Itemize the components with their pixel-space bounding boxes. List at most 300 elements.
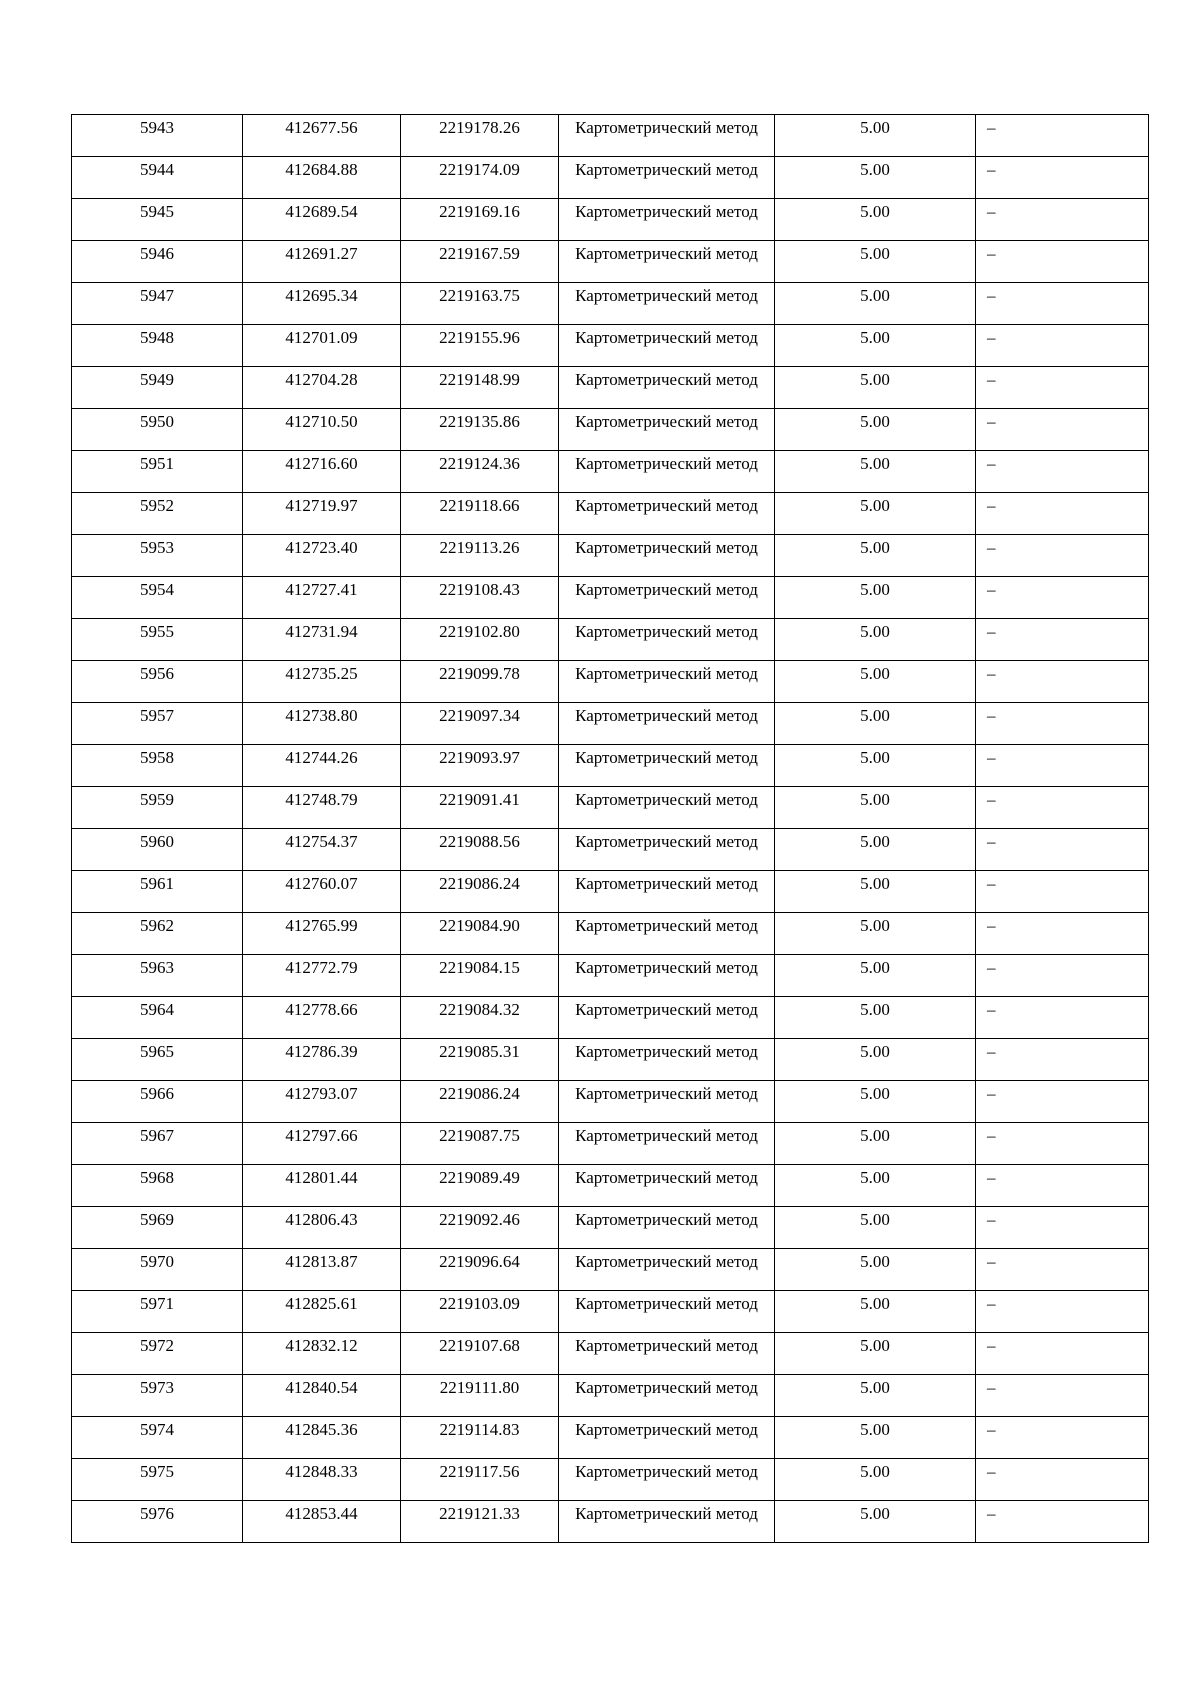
point-number-cell-text: 5967	[140, 1126, 174, 1145]
table-row	[72, 871, 1149, 913]
note-cell-text: –	[987, 286, 996, 305]
point-number-cell	[72, 871, 243, 913]
note-cell-text: –	[987, 958, 996, 977]
accuracy-cell-text: 5.00	[860, 580, 890, 599]
x-coordinate-cell-text: 412735.25	[285, 664, 358, 683]
y-coordinate-cell	[401, 1291, 559, 1333]
y-coordinate-cell	[401, 619, 559, 661]
y-coordinate-cell-text: 2219169.16	[439, 202, 520, 221]
y-coordinate-cell-text: 2219167.59	[439, 244, 520, 263]
note-cell-text: –	[987, 1042, 996, 1061]
accuracy-cell	[775, 871, 976, 913]
note-cell-text: –	[987, 1000, 996, 1019]
method-cell	[559, 787, 775, 829]
point-number-cell	[72, 283, 243, 325]
x-coordinate-cell-text: 412778.66	[285, 1000, 358, 1019]
accuracy-cell	[775, 745, 976, 787]
point-number-cell-text: 5968	[140, 1168, 174, 1187]
note-cell-text: –	[987, 706, 996, 725]
x-coordinate-cell-text: 412772.79	[285, 958, 358, 977]
y-coordinate-cell	[401, 283, 559, 325]
method-cell-text: Картометрический метод	[575, 328, 758, 347]
accuracy-cell-text: 5.00	[860, 286, 890, 305]
accuracy-cell	[775, 913, 976, 955]
x-coordinate-cell-text: 412754.37	[285, 832, 358, 851]
point-number-cell	[72, 157, 243, 199]
note-cell-text: –	[987, 832, 996, 851]
point-number-cell-text: 5976	[140, 1504, 174, 1523]
x-coordinate-cell	[243, 493, 401, 535]
point-number-cell-text: 5974	[140, 1420, 174, 1439]
method-cell	[559, 913, 775, 955]
y-coordinate-cell	[401, 367, 559, 409]
point-number-cell-text: 5945	[140, 202, 174, 221]
method-cell	[559, 1375, 775, 1417]
x-coordinate-cell-text: 412719.97	[285, 496, 358, 515]
x-coordinate-cell	[243, 745, 401, 787]
x-coordinate-cell-text: 412801.44	[285, 1168, 358, 1187]
table-row	[72, 1081, 1149, 1123]
table-row	[72, 367, 1149, 409]
point-number-cell-text: 5959	[140, 790, 174, 809]
method-cell	[559, 955, 775, 997]
y-coordinate-cell-text: 2219091.41	[439, 790, 520, 809]
method-cell	[559, 115, 775, 157]
y-coordinate-cell-text: 2219084.90	[439, 916, 520, 935]
y-coordinate-cell-text: 2219087.75	[439, 1126, 520, 1145]
x-coordinate-cell	[243, 997, 401, 1039]
y-coordinate-cell	[401, 913, 559, 955]
note-cell-text: –	[987, 1462, 996, 1481]
method-cell-text: Картометрический метод	[575, 202, 758, 221]
note-cell	[976, 325, 1149, 367]
point-number-cell	[72, 829, 243, 871]
x-coordinate-cell	[243, 115, 401, 157]
accuracy-cell	[775, 325, 976, 367]
point-number-cell	[72, 1165, 243, 1207]
x-coordinate-cell	[243, 325, 401, 367]
table-row	[72, 409, 1149, 451]
x-coordinate-cell-text: 412765.99	[285, 916, 358, 935]
point-number-cell-text: 5951	[140, 454, 174, 473]
point-number-cell-text: 5966	[140, 1084, 174, 1103]
point-number-cell	[72, 997, 243, 1039]
table-row	[72, 493, 1149, 535]
note-cell-text: –	[987, 1210, 996, 1229]
y-coordinate-cell-text: 2219086.24	[439, 874, 520, 893]
method-cell	[559, 745, 775, 787]
y-coordinate-cell-text: 2219086.24	[439, 1084, 520, 1103]
method-cell-text: Картометрический метод	[575, 496, 758, 515]
note-cell	[976, 619, 1149, 661]
note-cell-text: –	[987, 412, 996, 431]
method-cell-text: Картометрический метод	[575, 1000, 758, 1019]
note-cell	[976, 1291, 1149, 1333]
accuracy-cell	[775, 283, 976, 325]
note-cell	[976, 1207, 1149, 1249]
table-row	[72, 199, 1149, 241]
x-coordinate-cell	[243, 913, 401, 955]
method-cell-text: Картометрический метод	[575, 958, 758, 977]
x-coordinate-cell-text: 412840.54	[285, 1378, 358, 1397]
accuracy-cell	[775, 535, 976, 577]
accuracy-cell	[775, 451, 976, 493]
x-coordinate-cell	[243, 1375, 401, 1417]
y-coordinate-cell	[401, 241, 559, 283]
note-cell-text: –	[987, 664, 996, 683]
y-coordinate-cell	[401, 1375, 559, 1417]
point-number-cell-text: 5965	[140, 1042, 174, 1061]
note-cell-text: –	[987, 622, 996, 641]
method-cell	[559, 367, 775, 409]
accuracy-cell	[775, 199, 976, 241]
note-cell-text: –	[987, 1084, 996, 1103]
point-number-cell-text: 5972	[140, 1336, 174, 1355]
method-cell-text: Картометрический метод	[575, 832, 758, 851]
accuracy-cell-text: 5.00	[860, 244, 890, 263]
table-row	[72, 955, 1149, 997]
table-row	[72, 1123, 1149, 1165]
table-row	[72, 325, 1149, 367]
y-coordinate-cell-text: 2219103.09	[439, 1294, 520, 1313]
accuracy-cell-text: 5.00	[860, 1420, 890, 1439]
note-cell	[976, 1375, 1149, 1417]
point-number-cell	[72, 1375, 243, 1417]
point-number-cell	[72, 1123, 243, 1165]
x-coordinate-cell	[243, 283, 401, 325]
note-cell-text: –	[987, 580, 996, 599]
x-coordinate-cell-text: 412727.41	[285, 580, 358, 599]
y-coordinate-cell-text: 2219135.86	[439, 412, 520, 431]
note-cell-text: –	[987, 1294, 996, 1313]
y-coordinate-cell	[401, 745, 559, 787]
note-cell	[976, 493, 1149, 535]
accuracy-cell	[775, 1123, 976, 1165]
x-coordinate-cell	[243, 1501, 401, 1543]
method-cell	[559, 829, 775, 871]
y-coordinate-cell	[401, 997, 559, 1039]
x-coordinate-cell	[243, 1459, 401, 1501]
x-coordinate-cell	[243, 1207, 401, 1249]
x-coordinate-cell	[243, 871, 401, 913]
y-coordinate-cell-text: 2219089.49	[439, 1168, 520, 1187]
point-number-cell-text: 5973	[140, 1378, 174, 1397]
x-coordinate-cell-text: 412806.43	[285, 1210, 358, 1229]
y-coordinate-cell	[401, 1249, 559, 1291]
y-coordinate-cell-text: 2219096.64	[439, 1252, 520, 1271]
y-coordinate-cell	[401, 115, 559, 157]
table-row	[72, 787, 1149, 829]
note-cell	[976, 1123, 1149, 1165]
method-cell	[559, 577, 775, 619]
x-coordinate-cell-text: 412786.39	[285, 1042, 358, 1061]
method-cell	[559, 1039, 775, 1081]
note-cell	[976, 367, 1149, 409]
table-row	[72, 1459, 1149, 1501]
method-cell-text: Картометрический метод	[575, 118, 758, 137]
method-cell	[559, 1501, 775, 1543]
accuracy-cell-text: 5.00	[860, 1000, 890, 1019]
point-number-cell	[72, 913, 243, 955]
x-coordinate-cell-text: 412793.07	[285, 1084, 358, 1103]
y-coordinate-cell	[401, 1501, 559, 1543]
y-coordinate-cell	[401, 661, 559, 703]
note-cell	[976, 283, 1149, 325]
method-cell-text: Картометрический метод	[575, 1210, 758, 1229]
point-number-cell	[72, 661, 243, 703]
accuracy-cell-text: 5.00	[860, 1294, 890, 1313]
point-number-cell-text: 5970	[140, 1252, 174, 1271]
x-coordinate-cell	[243, 1123, 401, 1165]
table-row	[72, 577, 1149, 619]
point-number-cell-text: 5943	[140, 118, 174, 137]
point-number-cell-text: 5948	[140, 328, 174, 347]
x-coordinate-cell	[243, 703, 401, 745]
y-coordinate-cell	[401, 703, 559, 745]
method-cell	[559, 1333, 775, 1375]
note-cell	[976, 745, 1149, 787]
x-coordinate-cell-text: 412710.50	[285, 412, 358, 431]
point-number-cell	[72, 619, 243, 661]
note-cell	[976, 451, 1149, 493]
note-cell	[976, 1039, 1149, 1081]
method-cell	[559, 1291, 775, 1333]
x-coordinate-cell	[243, 367, 401, 409]
point-number-cell	[72, 745, 243, 787]
table-row	[72, 535, 1149, 577]
note-cell-text: –	[987, 1504, 996, 1523]
note-cell-text: –	[987, 748, 996, 767]
accuracy-cell	[775, 1081, 976, 1123]
accuracy-cell-text: 5.00	[860, 1378, 890, 1397]
note-cell-text: –	[987, 454, 996, 473]
note-cell	[976, 1459, 1149, 1501]
accuracy-cell	[775, 1501, 976, 1543]
y-coordinate-cell	[401, 451, 559, 493]
accuracy-cell-text: 5.00	[860, 916, 890, 935]
y-coordinate-cell	[401, 1123, 559, 1165]
accuracy-cell	[775, 241, 976, 283]
note-cell	[976, 1417, 1149, 1459]
accuracy-cell	[775, 367, 976, 409]
method-cell	[559, 703, 775, 745]
note-cell	[976, 115, 1149, 157]
note-cell	[976, 997, 1149, 1039]
method-cell-text: Картометрический метод	[575, 286, 758, 305]
table-row	[72, 1249, 1149, 1291]
method-cell	[559, 1459, 775, 1501]
coordinates-table-body	[72, 115, 1149, 1543]
point-number-cell	[72, 1207, 243, 1249]
y-coordinate-cell	[401, 955, 559, 997]
table-row	[72, 157, 1149, 199]
accuracy-cell-text: 5.00	[860, 412, 890, 431]
accuracy-cell-text: 5.00	[860, 622, 890, 641]
point-number-cell	[72, 1249, 243, 1291]
point-number-cell-text: 5957	[140, 706, 174, 725]
y-coordinate-cell-text: 2219084.15	[439, 958, 520, 977]
x-coordinate-cell	[243, 955, 401, 997]
accuracy-cell	[775, 1291, 976, 1333]
method-cell-text: Картометрический метод	[575, 874, 758, 893]
point-number-cell-text: 5944	[140, 160, 174, 179]
point-number-cell-text: 5952	[140, 496, 174, 515]
accuracy-cell	[775, 577, 976, 619]
accuracy-cell	[775, 1039, 976, 1081]
method-cell	[559, 1249, 775, 1291]
point-number-cell-text: 5963	[140, 958, 174, 977]
method-cell	[559, 1207, 775, 1249]
point-number-cell-text: 5975	[140, 1462, 174, 1481]
y-coordinate-cell-text: 2219102.80	[439, 622, 520, 641]
y-coordinate-cell-text: 2219124.36	[439, 454, 520, 473]
note-cell-text: –	[987, 118, 996, 137]
point-number-cell-text: 5949	[140, 370, 174, 389]
table-row	[72, 745, 1149, 787]
method-cell-text: Картометрический метод	[575, 1084, 758, 1103]
y-coordinate-cell-text: 2219114.83	[439, 1420, 520, 1439]
accuracy-cell-text: 5.00	[860, 1336, 890, 1355]
point-number-cell-text: 5964	[140, 1000, 174, 1019]
x-coordinate-cell-text: 412825.61	[285, 1294, 358, 1313]
method-cell	[559, 1123, 775, 1165]
x-coordinate-cell	[243, 409, 401, 451]
point-number-cell	[72, 703, 243, 745]
x-coordinate-cell	[243, 1249, 401, 1291]
y-coordinate-cell-text: 2219084.32	[439, 1000, 520, 1019]
x-coordinate-cell-text: 412845.36	[285, 1420, 358, 1439]
x-coordinate-cell-text: 412689.54	[285, 202, 358, 221]
x-coordinate-cell	[243, 577, 401, 619]
coordinates-table	[71, 114, 1149, 1543]
method-cell-text: Картометрический метод	[575, 160, 758, 179]
x-coordinate-cell	[243, 1039, 401, 1081]
table-row	[72, 1165, 1149, 1207]
accuracy-cell-text: 5.00	[860, 496, 890, 515]
accuracy-cell-text: 5.00	[860, 328, 890, 347]
accuracy-cell	[775, 997, 976, 1039]
note-cell	[976, 1249, 1149, 1291]
method-cell	[559, 661, 775, 703]
note-cell	[976, 241, 1149, 283]
y-coordinate-cell-text: 2219148.99	[439, 370, 520, 389]
point-number-cell-text: 5956	[140, 664, 174, 683]
x-coordinate-cell-text: 412744.26	[285, 748, 358, 767]
accuracy-cell	[775, 1165, 976, 1207]
point-number-cell-text: 5955	[140, 622, 174, 641]
note-cell-text: –	[987, 790, 996, 809]
y-coordinate-cell	[401, 1333, 559, 1375]
note-cell	[976, 157, 1149, 199]
accuracy-cell	[775, 703, 976, 745]
x-coordinate-cell-text: 412853.44	[285, 1504, 358, 1523]
point-number-cell	[72, 409, 243, 451]
point-number-cell-text: 5960	[140, 832, 174, 851]
y-coordinate-cell-text: 2219178.26	[439, 118, 520, 137]
y-coordinate-cell	[401, 829, 559, 871]
y-coordinate-cell-text: 2219121.33	[439, 1504, 520, 1523]
x-coordinate-cell	[243, 241, 401, 283]
table-row	[72, 829, 1149, 871]
method-cell	[559, 157, 775, 199]
x-coordinate-cell-text: 412738.80	[285, 706, 358, 725]
accuracy-cell-text: 5.00	[860, 160, 890, 179]
accuracy-cell	[775, 1333, 976, 1375]
method-cell	[559, 493, 775, 535]
x-coordinate-cell	[243, 1165, 401, 1207]
point-number-cell	[72, 115, 243, 157]
table-row	[72, 451, 1149, 493]
accuracy-cell	[775, 115, 976, 157]
point-number-cell	[72, 325, 243, 367]
note-cell-text: –	[987, 328, 996, 347]
x-coordinate-cell	[243, 829, 401, 871]
accuracy-cell-text: 5.00	[860, 118, 890, 137]
method-cell-text: Картометрический метод	[575, 916, 758, 935]
x-coordinate-cell	[243, 1417, 401, 1459]
method-cell-text: Картометрический метод	[575, 454, 758, 473]
method-cell-text: Картометрический метод	[575, 1420, 758, 1439]
note-cell	[976, 535, 1149, 577]
note-cell-text: –	[987, 244, 996, 263]
method-cell	[559, 325, 775, 367]
accuracy-cell-text: 5.00	[860, 1084, 890, 1103]
method-cell-text: Картометрический метод	[575, 1042, 758, 1061]
table-row	[72, 1207, 1149, 1249]
method-cell-text: Картометрический метод	[575, 1378, 758, 1397]
accuracy-cell-text: 5.00	[860, 958, 890, 977]
note-cell	[976, 1165, 1149, 1207]
method-cell-text: Картометрический метод	[575, 1504, 758, 1523]
y-coordinate-cell	[401, 199, 559, 241]
x-coordinate-cell	[243, 199, 401, 241]
y-coordinate-cell-text: 2219093.97	[439, 748, 520, 767]
accuracy-cell-text: 5.00	[860, 1504, 890, 1523]
note-cell	[976, 661, 1149, 703]
accuracy-cell-text: 5.00	[860, 1462, 890, 1481]
x-coordinate-cell-text: 412716.60	[285, 454, 358, 473]
note-cell	[976, 955, 1149, 997]
x-coordinate-cell-text: 412677.56	[285, 118, 358, 137]
y-coordinate-cell-text: 2219118.66	[439, 496, 520, 515]
method-cell-text: Картометрический метод	[575, 748, 758, 767]
x-coordinate-cell	[243, 661, 401, 703]
accuracy-cell-text: 5.00	[860, 454, 890, 473]
note-cell	[976, 1501, 1149, 1543]
accuracy-cell-text: 5.00	[860, 790, 890, 809]
accuracy-cell	[775, 1207, 976, 1249]
note-cell	[976, 787, 1149, 829]
y-coordinate-cell-text: 2219088.56	[439, 832, 520, 851]
note-cell	[976, 829, 1149, 871]
note-cell-text: –	[987, 496, 996, 515]
point-number-cell	[72, 199, 243, 241]
method-cell-text: Картометрический метод	[575, 1168, 758, 1187]
x-coordinate-cell	[243, 619, 401, 661]
y-coordinate-cell-text: 2219085.31	[439, 1042, 520, 1061]
accuracy-cell	[775, 1459, 976, 1501]
accuracy-cell-text: 5.00	[860, 1168, 890, 1187]
accuracy-cell	[775, 157, 976, 199]
point-number-cell-text: 5953	[140, 538, 174, 557]
method-cell	[559, 283, 775, 325]
point-number-cell	[72, 241, 243, 283]
note-cell-text: –	[987, 916, 996, 935]
x-coordinate-cell-text: 412832.12	[285, 1336, 358, 1355]
accuracy-cell	[775, 1417, 976, 1459]
y-coordinate-cell	[401, 1459, 559, 1501]
y-coordinate-cell-text: 2219174.09	[439, 160, 520, 179]
